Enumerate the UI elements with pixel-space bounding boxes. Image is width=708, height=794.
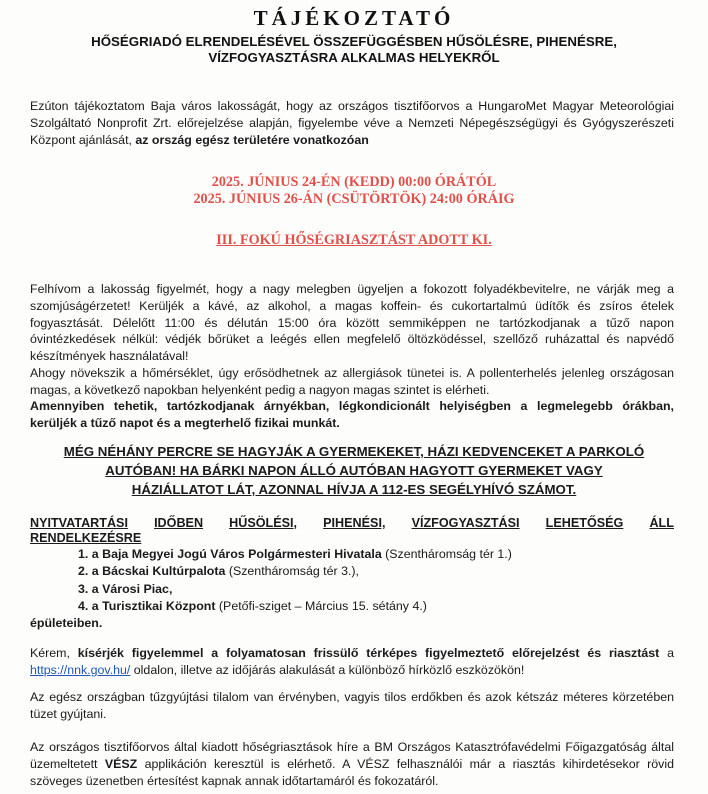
- item-number: 1.: [78, 547, 89, 561]
- subtitle-line-2: VÍZFOGYASZTÁSRA ALKALMAS HELYEKRŐL: [208, 50, 500, 65]
- vesz-bold: VÉSZ: [104, 756, 138, 771]
- list-item: [78, 563, 512, 580]
- vesz-post: applikáción keresztül is elérhető. A VÉSZ felhasználói már a riasztás kihirdetésekor rövid szöveges üzenetben értesítést kapnak annak időtartamáról és fokozatáról.: [30, 756, 674, 788]
- follow-mid: a: [659, 646, 674, 660]
- alert-dates: [0, 174, 708, 208]
- heading-word: HŰSÖLÉSI,: [229, 516, 298, 530]
- item-address: (Szentháromság tér 3.),: [225, 564, 359, 579]
- fire-ban-paragraph: Az egész országban tűzgyújtási tilalom van érvényben, vagyis tilos erdőkben és azok kétszáz méteres körzetében tüzet gyújtani.: [30, 690, 674, 721]
- list-item: [78, 581, 512, 598]
- item-address: (Szentháromság tér 1.): [381, 547, 512, 561]
- intro-paragraph: [30, 98, 674, 148]
- intro-text: Ezúton tájékoztatom Baja város lakosságát, hogy az országos tisztifőorvos a HungaroMet Magyar Meteorológiai Szolgáltató Nonprofit Zrt. előrejelzése alapján, figyelembe véve a Nemzeti Népegészségügyi és Gyógyszerészeti Központ ajánlását,: [30, 99, 674, 147]
- vesz-pre: Az országos tisztifőorvos által kiadott hőségriasztások híre a BM Országos Katasztrófavédelmi Főigazgatóság által üzemeltetett: [30, 740, 674, 771]
- heading-word: IDŐBEN: [154, 516, 204, 530]
- car-warning: [26, 442, 682, 499]
- list-item: [78, 598, 512, 615]
- heading-word: ÁLL: [649, 516, 674, 530]
- heading-word: VÍZFOGYASZTÁSI: [411, 516, 520, 530]
- item-name: a Baja Megyei Jogú Város Polgármesteri Hivatala: [91, 547, 382, 561]
- follow-paragraph: [30, 645, 674, 679]
- places-list: [78, 546, 512, 616]
- item-number: 2.: [78, 564, 89, 579]
- item-number: 3.: [78, 581, 89, 596]
- item-name: a Turisztikai Központ: [91, 599, 216, 614]
- advice-paragraph: Felhívom a lakosság figyelmét, hogy a nagy melegben ügyeljen a fokozott folyadékbevitelre, ne várják meg a szomjúságérzetet! Kerüljék a kávé, az alkohol, a magas koffein- és cukortartalmú üdítők és zsíros ételek fogyasztását. Délelőtt 11:00 és délután 15:00 óra között semmiképpen ne tartózkodjanak a tűző napon óvintézkedések nélkül: védjék bőrüket a leégés ellen megfelelő öltözködéssel, szellőző ruházattal és napvédő készítmények használatával!: [30, 282, 674, 364]
- item-name: a Városi Piac,: [91, 581, 173, 596]
- car-warning-line-3: HÁZIÁLLATOT LÁT, AZONNAL HÍVJA A 112-ES SEGÉLYHÍVÓ SZÁMOT.: [131, 482, 577, 497]
- heading-word: LEHETŐSÉG: [545, 516, 624, 530]
- alert-level: III. FOKÚ HŐSÉGRIASZTÁST ADOTT KI.: [216, 232, 492, 248]
- heading-word: NYITVATARTÁSI: [30, 516, 128, 530]
- places-heading-line-1: [30, 516, 674, 531]
- document-title: TÁJÉKOZTATÓ: [253, 6, 455, 30]
- date-to: 2025. JÚNIUS 26-ÁN (CSÜTÖRTÖK) 24:00 ÓRÁIG: [193, 191, 515, 207]
- places-footer: épületeiben.: [30, 616, 103, 630]
- document-subtitle: [0, 34, 708, 66]
- date-from: 2025. JÚNIUS 24-ÉN (KEDD) 00:00 ÓRÁTÓL: [211, 174, 497, 190]
- heading-word: PIHENÉSI,: [323, 516, 386, 530]
- follow-pre: Kérem,: [30, 646, 78, 660]
- car-warning-line-1: MÉG NÉHÁNY PERCRE SE HAGYJÁK A GYERMEKEKET, HÁZI KEDVENCEKET A PARKOLÓ: [63, 444, 645, 459]
- pollen-paragraph: Ahogy növekszik a hőmérséklet, úgy erősödhetnek az allergiások tünetei is. A pollenterhelés jelenleg országosan magas, a következő napokban helyenként pedig a nagyon magas szintet is elérheti.: [30, 366, 674, 397]
- follow-bold: kísérjék figyelemmel a folyamatosan frissülő térképes figyelmeztető előrejelzést és riasztást: [77, 646, 660, 660]
- intro-bold: az ország egész területére vonatkozóan: [135, 132, 369, 147]
- shade-advice: Amennyiben tehetik, tartózkodjanak árnyékban, légkondicionált helyiségben a legmelegebb órákban, kerüljék a tűző napot és a megterhelő fizikai munkát.: [30, 399, 674, 430]
- places-heading: [30, 516, 674, 546]
- item-name: a Bácskai Kultúrpalota: [91, 564, 226, 579]
- item-number: 4.: [78, 599, 89, 614]
- list-item: [78, 546, 512, 563]
- item-address: (Petőfi-sziget – Március 15. sétány 4.): [215, 599, 427, 614]
- car-warning-line-2: AUTÓBAN! HA BÁRKI NAPON ÁLLÓ AUTÓBAN HAGYOTT GYERMEKET VAGY: [105, 463, 603, 478]
- places-heading-line-2: RENDELKEZÉSRE: [30, 531, 142, 545]
- vesz-paragraph: [30, 739, 674, 789]
- nnk-link[interactable]: https://nnk.gov.hu/: [30, 662, 131, 677]
- follow-post: oldalon, illetve az időjárás alakulását a különböző hírközlő eszközökön!: [130, 662, 525, 677]
- subtitle-line-1: HŐSÉGRIADÓ ELRENDELÉSÉVEL ÖSSZEFÜGGÉSBEN HŰSÖLÉSRE, PIHENÉSRE,: [91, 34, 617, 49]
